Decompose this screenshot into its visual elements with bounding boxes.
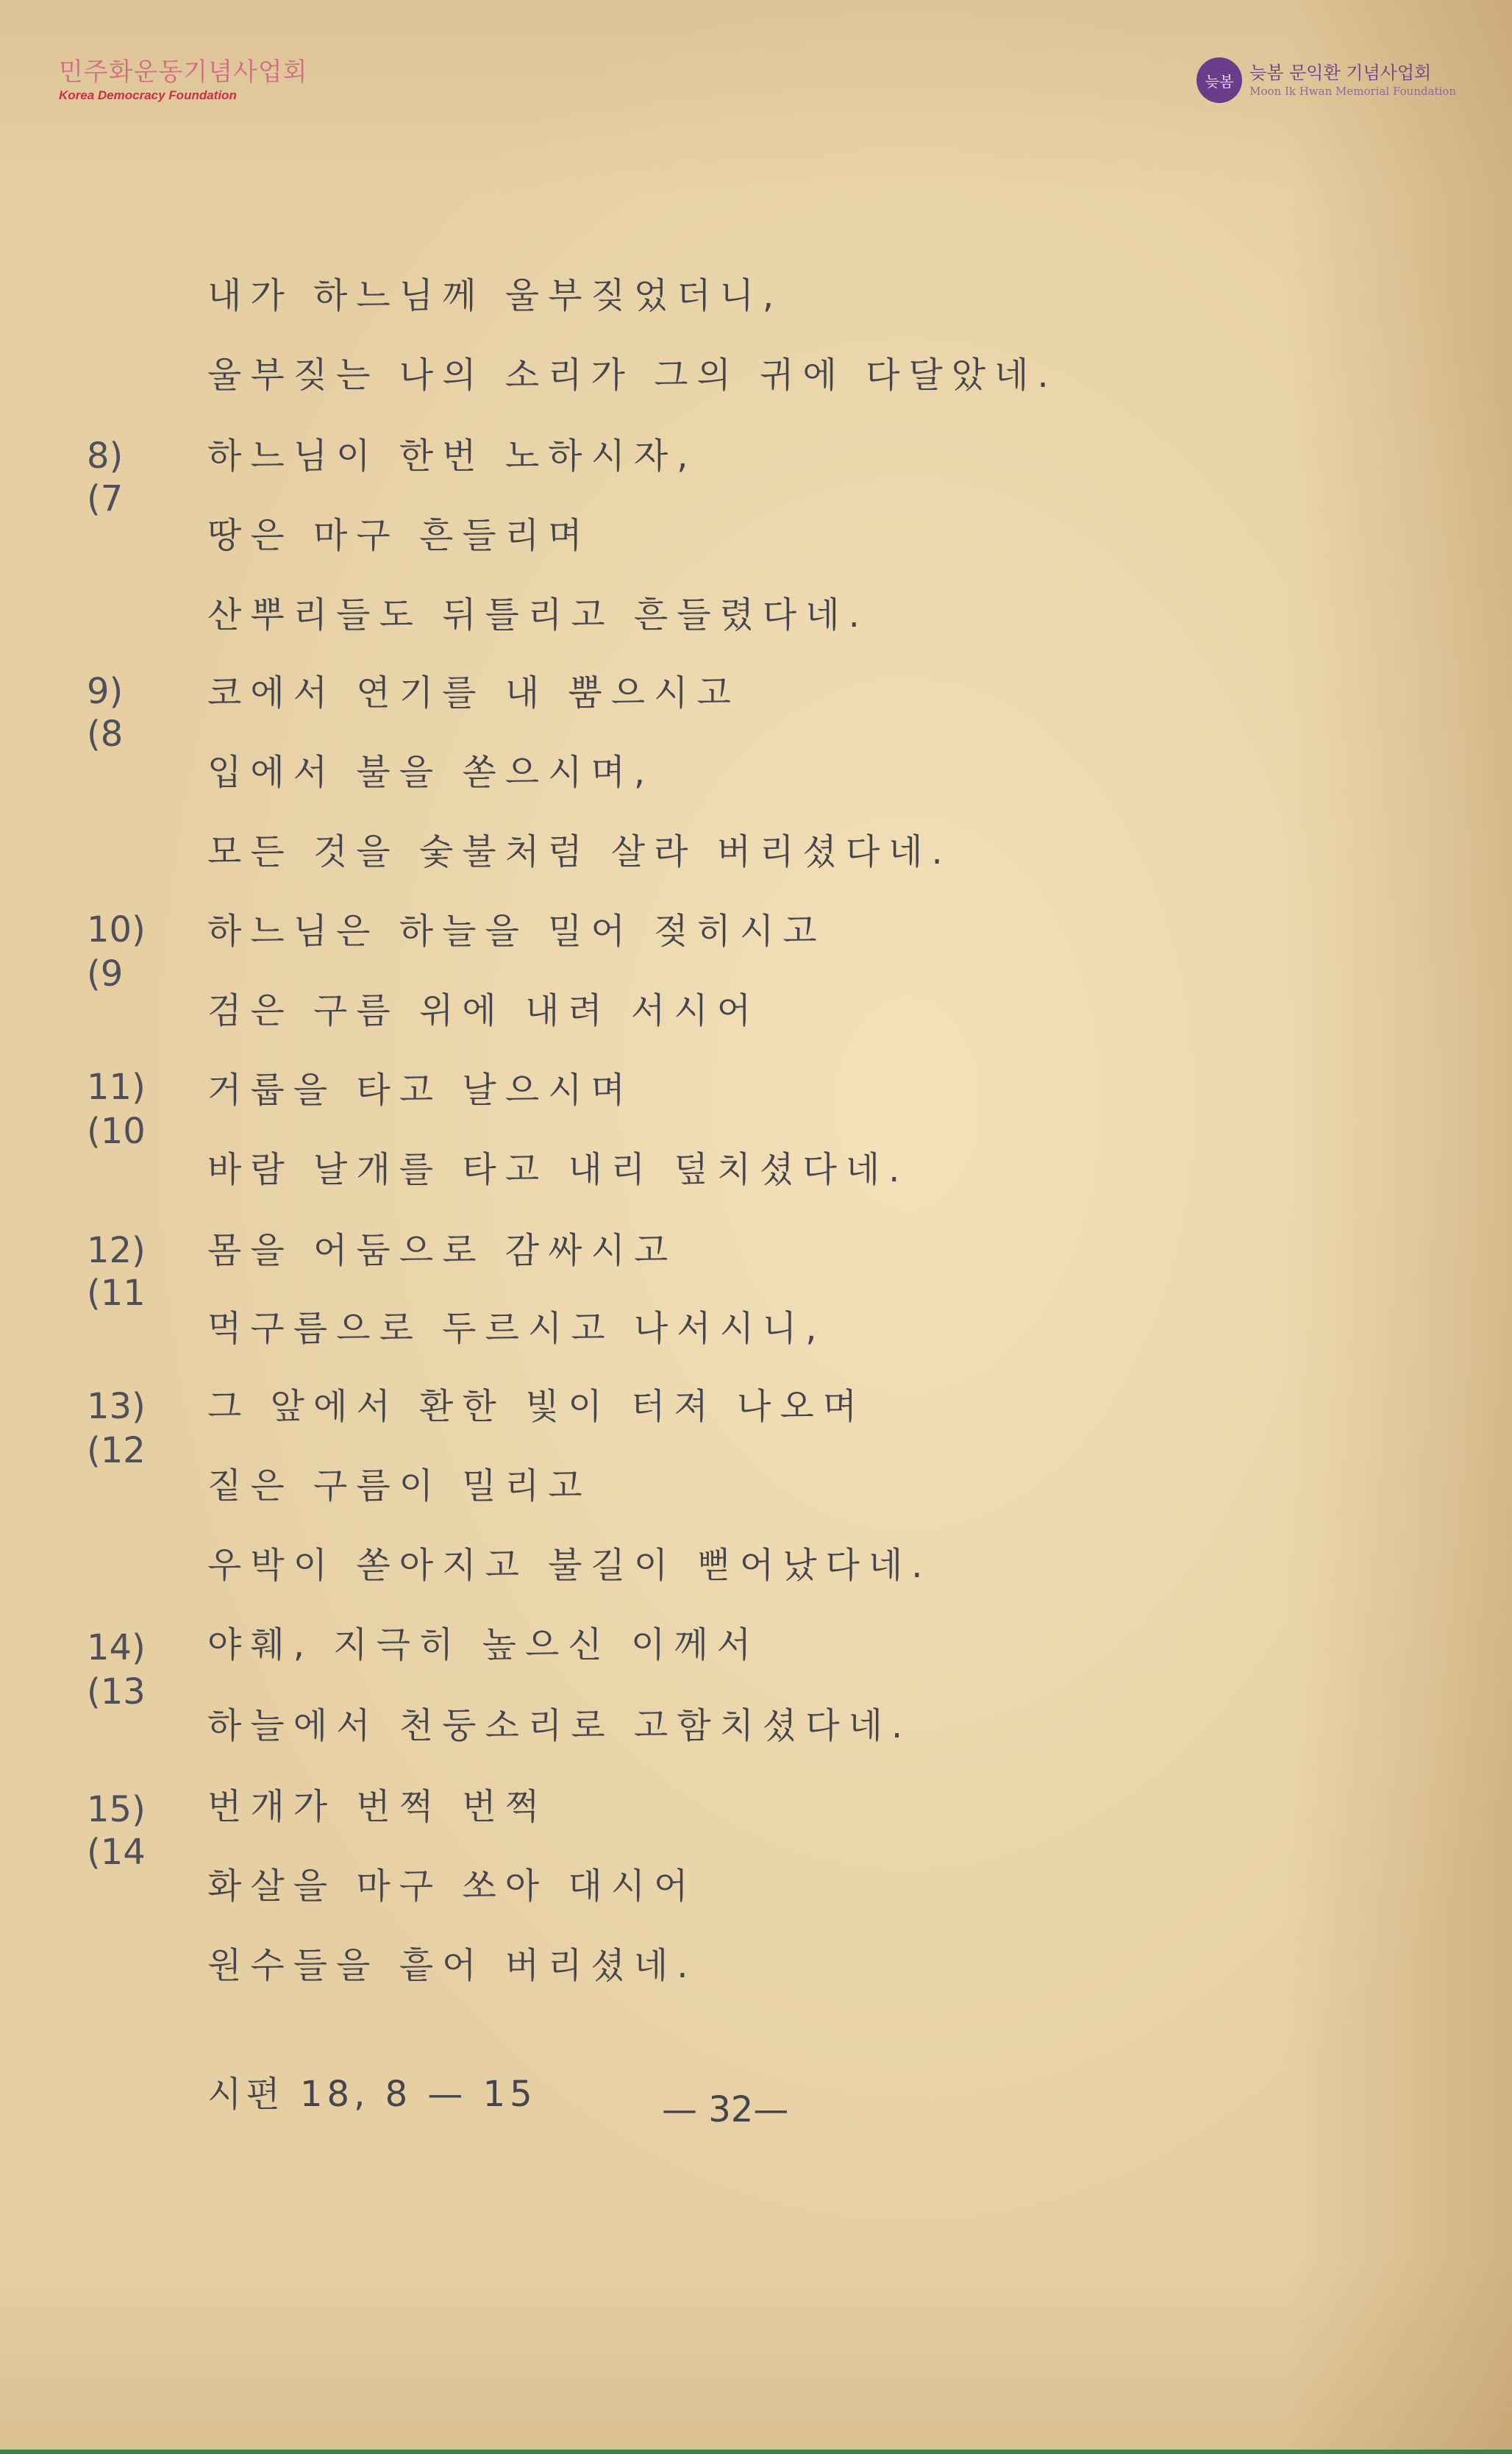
verse-number-old: (11 (87, 1273, 146, 1314)
verse-line: 땅은 마구 흔들리며 (207, 515, 591, 556)
verse-number-old: (12 (87, 1430, 146, 1471)
verse-line: 모든 것을 숯불처럼 살라 버리셨다네. (207, 831, 952, 872)
scan-edge (0, 2450, 1512, 2454)
verse-number-new: 15) (87, 1789, 146, 1830)
verse-line: 짙은 구름이 밀리고 (207, 1465, 591, 1507)
verse-number-old: (7 (87, 478, 124, 519)
verse-line: 하느님은 하늘을 밀어 젖히시고 (207, 911, 826, 952)
verse-line: 먹구름으로 두르시고 나서시니, (207, 1308, 826, 1349)
verse-line: 하늘에서 천둥소리로 고함치셨다네. (207, 1705, 912, 1746)
kdf-name-en: Korea Democracy Foundation (59, 88, 237, 102)
verse-number-new: 9) (87, 671, 124, 712)
neutbom-emblem-icon: 늦봄 (1197, 57, 1242, 103)
verse-line: 바람 날개를 타고 내리 덮치셨다네. (207, 1149, 909, 1190)
verse-number-new: 14) (87, 1627, 146, 1668)
verse-line: 몸을 어둠으로 감싸시고 (207, 1230, 677, 1271)
verse-number-old: (9 (87, 953, 124, 995)
verse-line: 산뿌리들도 뒤틀리고 흔들렸다네. (207, 594, 869, 636)
verse-line: 거룹을 타고 날으시며 (207, 1070, 634, 1111)
verse-number-new: 10) (87, 909, 146, 950)
verse-number-old: (10 (87, 1111, 146, 1152)
verse-line: 번개가 번쩍 번쩍 (207, 1786, 549, 1827)
moon-ik-hwan-logo (1197, 57, 1456, 103)
verse-number-new: 8) (87, 435, 124, 477)
page-number: — 32— (662, 2089, 789, 2130)
verse-line: 코에서 연기를 내 뿜으시고 (207, 672, 740, 714)
scripture-citation: 시편 18, 8 — 15 (207, 2074, 537, 2115)
verse-line: 울부짖는 나의 소리가 그의 귀에 다달았네. (207, 355, 1058, 396)
verse-number-old: (13 (87, 1671, 146, 1713)
verse-number-old: (14 (87, 1832, 146, 1873)
verse-line: 그 앞에서 환한 빛이 터져 나오며 (207, 1386, 866, 1427)
verse-line: 원수들을 흩어 버리셨네. (207, 1945, 697, 1986)
verse-line: 야훼, 지극히 높으신 이께서 (207, 1624, 760, 1665)
verse-line: 내가 하느님께 울부짖었더니, (207, 275, 783, 316)
kdf-logo (59, 57, 307, 103)
mihmf-name-ko: 늦봄 문익환 기념사업회 (1249, 63, 1432, 83)
verse-number-new: 11) (87, 1067, 146, 1108)
verse-line: 화살을 마구 쏘아 대시어 (207, 1866, 697, 1907)
verse-line: 우박이 쏟아지고 불길이 뻗어났다네. (207, 1545, 932, 1586)
kdf-name-ko: 민주화운동기념사업회 (59, 57, 308, 87)
verse-line: 검은 구름 위에 내려 서시어 (207, 990, 760, 1031)
verse-line: 입에서 불을 쏟으시며, (207, 752, 655, 793)
verse-number-new: 12) (87, 1230, 146, 1271)
mihmf-name-en: Moon Ik Hwan Memorial Foundation (1249, 85, 1456, 98)
verse-number-new: 13) (87, 1386, 146, 1427)
verse-number-old: (8 (87, 714, 124, 755)
verse-line: 하느님이 한번 노하시자, (207, 435, 697, 477)
